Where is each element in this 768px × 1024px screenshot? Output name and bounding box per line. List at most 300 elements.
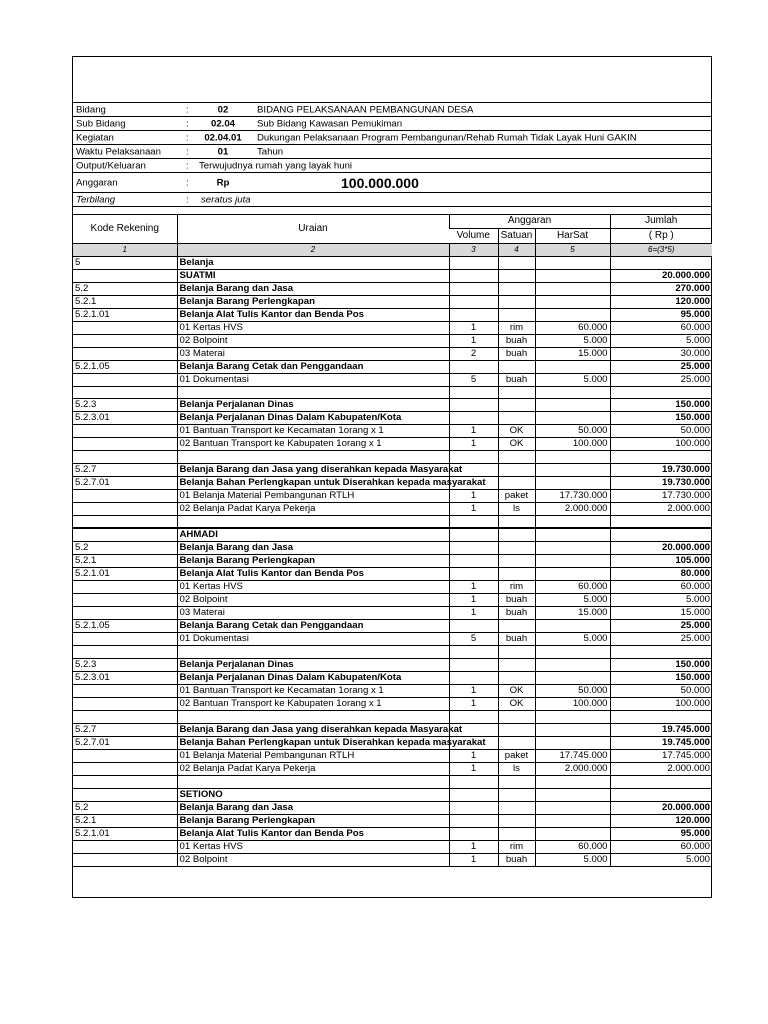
output-colon: : bbox=[186, 160, 189, 171]
cell-sat bbox=[498, 814, 535, 827]
kegiatan-label: Kegiatan bbox=[76, 132, 114, 143]
cell-jumlah: 5.000 bbox=[610, 334, 712, 347]
cell-jumlah: 120.000 bbox=[610, 814, 712, 827]
table-row bbox=[73, 672, 712, 685]
cell-harsat bbox=[535, 620, 610, 633]
header-gap bbox=[73, 207, 711, 215]
cell-jumlah: 19.730.000 bbox=[610, 464, 712, 477]
cell-sat bbox=[498, 736, 535, 749]
cell-sat bbox=[498, 269, 535, 282]
cell-uraian: Belanja Barang Cetak dan Penggandaan bbox=[177, 360, 449, 373]
terbilang-colon: : bbox=[186, 194, 189, 205]
table-row bbox=[73, 438, 712, 451]
sub-bidang-row bbox=[73, 117, 711, 131]
cell-sat bbox=[498, 542, 535, 555]
cell-uraian: 01 Belanja Material Pembangunan RTLH bbox=[177, 749, 449, 762]
cell-sat: buah bbox=[498, 594, 535, 607]
table-row bbox=[73, 555, 712, 568]
table-row bbox=[73, 736, 712, 749]
cell-harsat bbox=[535, 555, 610, 568]
cell-jumlah: 60.000 bbox=[610, 321, 712, 334]
cell-uraian: Belanja Perjalanan Dinas Dalam Kabupaten/Kota bbox=[177, 672, 449, 685]
cell-uraian: Belanja Alat Tulis Kantor dan Benda Pos bbox=[177, 568, 449, 581]
cell-uraian: 01 Dokumentasi bbox=[177, 633, 449, 646]
col-number: 5 bbox=[535, 243, 610, 256]
col-jumlah-header: Jumlah bbox=[610, 215, 712, 228]
cell-uraian: Belanja Barang Perlengkapan bbox=[177, 295, 449, 308]
cell-kode: 5.2.3 bbox=[73, 399, 177, 412]
cell-jumlah: 30.000 bbox=[610, 347, 712, 360]
cell-harsat: 2.000.000 bbox=[535, 762, 610, 775]
table-row bbox=[73, 711, 712, 724]
cell-uraian: 03 Materai bbox=[177, 347, 449, 360]
cell-vol: 1 bbox=[449, 853, 498, 866]
cell-uraian: SUATMI bbox=[177, 269, 449, 282]
cell-uraian: 02 Bolpoint bbox=[177, 594, 449, 607]
cell-vol bbox=[449, 360, 498, 373]
cell-kode: 5.2 bbox=[73, 801, 177, 814]
cell-uraian: 02 Bolpoint bbox=[177, 334, 449, 347]
cell-kode: 5.2.1.05 bbox=[73, 620, 177, 633]
cell-harsat: 50.000 bbox=[535, 685, 610, 698]
cell-kode: 5.2.1.01 bbox=[73, 308, 177, 321]
cell-vol bbox=[449, 308, 498, 321]
cell-uraian: 01 Bantuan Transport ke Kecamatan 1orang x 1 bbox=[177, 425, 449, 438]
title-band bbox=[73, 57, 711, 103]
cell-jumlah: 120.000 bbox=[610, 295, 712, 308]
cell-kode bbox=[73, 581, 177, 594]
table-row bbox=[73, 321, 712, 334]
cell-sat: paket bbox=[498, 749, 535, 762]
cell-uraian: Belanja Barang dan Jasa yang diserahkan kepada Masyarakat bbox=[177, 723, 449, 736]
cell-uraian: Belanja Perjalanan Dinas bbox=[177, 659, 449, 672]
cell-sat bbox=[498, 295, 535, 308]
cell-kode bbox=[73, 528, 177, 542]
cell-sat: ls bbox=[498, 762, 535, 775]
cell-sat: OK bbox=[498, 438, 535, 451]
cell-uraian bbox=[177, 646, 449, 659]
cell-sat: buah bbox=[498, 633, 535, 646]
cell-jumlah: 20.000.000 bbox=[610, 269, 712, 282]
cell-kode bbox=[73, 749, 177, 762]
cell-jumlah: 95.000 bbox=[610, 827, 712, 840]
cell-harsat bbox=[535, 672, 610, 685]
cell-jumlah: 150.000 bbox=[610, 412, 712, 425]
kegiatan-desc: Dukungan Pelaksanaan Program Pembangunan/Rehab Rumah Tidak Layak Huni GAKIN bbox=[257, 132, 637, 143]
cell-uraian: 02 Belanja Padat Karya Pekerja bbox=[177, 503, 449, 516]
cell-jumlah: 15.000 bbox=[610, 607, 712, 620]
waktu-colon: : bbox=[186, 146, 189, 157]
sub-bidang-colon: : bbox=[186, 118, 189, 129]
cell-kode: 5.2.1.05 bbox=[73, 360, 177, 373]
anggaran-label: Anggaran bbox=[76, 177, 118, 188]
cell-harsat bbox=[535, 477, 610, 490]
cell-harsat bbox=[535, 775, 610, 788]
cell-sat bbox=[498, 620, 535, 633]
output-label: Output/Keluaran bbox=[76, 160, 146, 171]
anggaran-row bbox=[73, 173, 711, 193]
cell-vol: 1 bbox=[449, 425, 498, 438]
cell-sat bbox=[498, 555, 535, 568]
cell-vol bbox=[449, 827, 498, 840]
table-row bbox=[73, 788, 712, 801]
waktu-code: 01 bbox=[217, 146, 229, 157]
cell-jumlah: 19.745.000 bbox=[610, 723, 712, 736]
sub-bidang-code: 02.04 bbox=[210, 118, 235, 129]
table-row bbox=[73, 256, 712, 269]
cell-vol bbox=[449, 555, 498, 568]
cell-harsat bbox=[535, 308, 610, 321]
cell-jumlah: 20.000.000 bbox=[610, 801, 712, 814]
cell-jumlah: 25.000 bbox=[610, 360, 712, 373]
cell-uraian: Belanja Bahan Perlengkapan untuk Diserahkan kepada masyarakat bbox=[177, 736, 449, 749]
table-row bbox=[73, 827, 712, 840]
cell-vol: 1 bbox=[449, 581, 498, 594]
cell-kode bbox=[73, 762, 177, 775]
cell-kode bbox=[73, 698, 177, 711]
table-row bbox=[73, 723, 712, 736]
cell-sat bbox=[498, 528, 535, 542]
table-row bbox=[73, 685, 712, 698]
cell-kode: 5.2.1.01 bbox=[73, 568, 177, 581]
cell-vol: 1 bbox=[449, 749, 498, 762]
table-row bbox=[73, 814, 712, 827]
cell-jumlah: 17.745.000 bbox=[610, 749, 712, 762]
cell-kode bbox=[73, 425, 177, 438]
sub-bidang-label: Sub Bidang bbox=[76, 118, 126, 129]
cell-kode bbox=[73, 775, 177, 788]
cell-sat bbox=[498, 308, 535, 321]
cell-vol bbox=[449, 256, 498, 269]
col-kode-header: Kode Rekening bbox=[73, 215, 177, 243]
cell-sat bbox=[498, 451, 535, 464]
sub-bidang-desc: Sub Bidang Kawasan Pemukiman bbox=[257, 118, 403, 129]
cell-jumlah: 19.745.000 bbox=[610, 736, 712, 749]
cell-kode bbox=[73, 840, 177, 853]
cell-jumlah: 150.000 bbox=[610, 659, 712, 672]
table-row bbox=[73, 607, 712, 620]
terbilang-label: Terbilang bbox=[76, 194, 116, 205]
cell-sat bbox=[498, 801, 535, 814]
cell-uraian: 01 Kertas HVS bbox=[177, 321, 449, 334]
cell-harsat: 5.000 bbox=[535, 334, 610, 347]
cell-harsat bbox=[535, 568, 610, 581]
cell-jumlah bbox=[610, 788, 712, 801]
cell-harsat bbox=[535, 711, 610, 724]
cell-vol bbox=[449, 672, 498, 685]
cell-kode bbox=[73, 386, 177, 399]
anggaran-colon: : bbox=[186, 177, 189, 188]
col-number: 1 bbox=[73, 243, 177, 256]
cell-harsat bbox=[535, 412, 610, 425]
cell-vol bbox=[449, 801, 498, 814]
cell-kode bbox=[73, 503, 177, 516]
cell-harsat: 100.000 bbox=[535, 438, 610, 451]
table-row bbox=[73, 295, 712, 308]
cell-sat: ls bbox=[498, 503, 535, 516]
cell-sat bbox=[498, 464, 535, 477]
table-row bbox=[73, 269, 712, 282]
cell-vol bbox=[449, 568, 498, 581]
table-row bbox=[73, 347, 712, 360]
cell-harsat bbox=[535, 360, 610, 373]
table-row bbox=[73, 386, 712, 399]
cell-sat bbox=[498, 672, 535, 685]
cell-sat bbox=[498, 282, 535, 295]
table-row bbox=[73, 425, 712, 438]
col-number: 6=(3*5) bbox=[610, 243, 712, 256]
cell-harsat: 100.000 bbox=[535, 698, 610, 711]
cell-kode: 5.2 bbox=[73, 282, 177, 295]
cell-kode: 5.2.1 bbox=[73, 555, 177, 568]
cell-vol: 1 bbox=[449, 840, 498, 853]
cell-kode: 5.2.1 bbox=[73, 295, 177, 308]
cell-vol bbox=[449, 282, 498, 295]
cell-uraian: Belanja Perjalanan Dinas Dalam Kabupaten/Kota bbox=[177, 412, 449, 425]
cell-uraian: 01 Kertas HVS bbox=[177, 840, 449, 853]
cell-jumlah bbox=[610, 528, 712, 542]
cell-kode: 5.2.1 bbox=[73, 814, 177, 827]
cell-jumlah bbox=[610, 256, 712, 269]
col-harsat-header: HarSat bbox=[535, 228, 610, 243]
cell-sat: buah bbox=[498, 607, 535, 620]
cell-vol bbox=[449, 528, 498, 542]
cell-vol bbox=[449, 646, 498, 659]
cell-harsat: 60.000 bbox=[535, 581, 610, 594]
cell-kode: 5.2.3.01 bbox=[73, 412, 177, 425]
cell-harsat: 17.745.000 bbox=[535, 749, 610, 762]
cell-uraian: 01 Bantuan Transport ke Kecamatan 1orang x 1 bbox=[177, 685, 449, 698]
cell-sat bbox=[498, 827, 535, 840]
table-row bbox=[73, 633, 712, 646]
cell-kode bbox=[73, 516, 177, 529]
cell-jumlah: 105.000 bbox=[610, 555, 712, 568]
cell-harsat bbox=[535, 801, 610, 814]
terbilang-row bbox=[73, 193, 711, 207]
kegiatan-code: 02.04.01 bbox=[204, 132, 242, 143]
cell-kode bbox=[73, 711, 177, 724]
cell-uraian: 03 Materai bbox=[177, 607, 449, 620]
table-row bbox=[73, 568, 712, 581]
cell-kode bbox=[73, 269, 177, 282]
cell-sat bbox=[498, 723, 535, 736]
cell-harsat: 5.000 bbox=[535, 853, 610, 866]
cell-jumlah: 100.000 bbox=[610, 438, 712, 451]
cell-kode: 5.2.3.01 bbox=[73, 672, 177, 685]
cell-uraian: Belanja Alat Tulis Kantor dan Benda Pos bbox=[177, 308, 449, 321]
cell-vol bbox=[449, 295, 498, 308]
table-row bbox=[73, 334, 712, 347]
table-row bbox=[73, 399, 712, 412]
cell-sat: rim bbox=[498, 321, 535, 334]
cell-jumlah: 17.730.000 bbox=[610, 490, 712, 503]
table-row bbox=[73, 801, 712, 814]
table-row bbox=[73, 412, 712, 425]
cell-kode bbox=[73, 607, 177, 620]
cell-kode: 5.2.7.01 bbox=[73, 736, 177, 749]
col-volume-header: Volume bbox=[449, 228, 498, 243]
cell-kode bbox=[73, 646, 177, 659]
cell-vol bbox=[449, 711, 498, 724]
cell-uraian: 01 Belanja Material Pembangunan RTLH bbox=[177, 490, 449, 503]
table-row bbox=[73, 853, 712, 866]
cell-vol bbox=[449, 386, 498, 399]
cell-uraian: 02 Bolpoint bbox=[177, 853, 449, 866]
cell-sat bbox=[498, 256, 535, 269]
table-row bbox=[73, 282, 712, 295]
cell-jumlah: 5.000 bbox=[610, 594, 712, 607]
cell-harsat bbox=[535, 256, 610, 269]
cell-jumlah: 2.000.000 bbox=[610, 503, 712, 516]
cell-uraian bbox=[177, 516, 449, 529]
cell-uraian: Belanja Perjalanan Dinas bbox=[177, 399, 449, 412]
cell-kode bbox=[73, 853, 177, 866]
cell-sat bbox=[498, 659, 535, 672]
col-number: 3 bbox=[449, 243, 498, 256]
cell-vol: 2 bbox=[449, 347, 498, 360]
cell-jumlah bbox=[610, 646, 712, 659]
cell-jumlah bbox=[610, 386, 712, 399]
cell-uraian: 02 Bantuan Transport ke Kabupaten 1orang x 1 bbox=[177, 438, 449, 451]
cell-sat bbox=[498, 568, 535, 581]
table-row bbox=[73, 516, 712, 529]
bidang-label: Bidang bbox=[76, 104, 106, 115]
cell-harsat bbox=[535, 646, 610, 659]
cell-vol bbox=[449, 775, 498, 788]
bidang-code: 02 bbox=[217, 104, 229, 115]
cell-harsat: 50.000 bbox=[535, 425, 610, 438]
cell-sat: buah bbox=[498, 853, 535, 866]
cell-harsat: 60.000 bbox=[535, 840, 610, 853]
table-row bbox=[73, 308, 712, 321]
anggaran-amount: 100.000.000 bbox=[341, 174, 419, 191]
cell-sat bbox=[498, 412, 535, 425]
cell-jumlah: 25.000 bbox=[610, 373, 712, 386]
cell-jumlah: 50.000 bbox=[610, 425, 712, 438]
cell-uraian: SETIONO bbox=[177, 788, 449, 801]
cell-sat bbox=[498, 646, 535, 659]
cell-vol: 1 bbox=[449, 503, 498, 516]
waktu-desc: Tahun bbox=[257, 146, 284, 157]
table-row bbox=[73, 594, 712, 607]
table-row bbox=[73, 360, 712, 373]
table-row bbox=[73, 762, 712, 775]
cell-vol bbox=[449, 620, 498, 633]
cell-uraian bbox=[177, 451, 449, 464]
cell-harsat bbox=[535, 528, 610, 542]
table-row bbox=[73, 840, 712, 853]
cell-uraian: Belanja Barang Perlengkapan bbox=[177, 814, 449, 827]
table-row bbox=[73, 464, 712, 477]
table-row bbox=[73, 620, 712, 633]
cell-harsat bbox=[535, 542, 610, 555]
cell-uraian: Belanja Barang dan Jasa bbox=[177, 282, 449, 295]
cell-jumlah bbox=[610, 451, 712, 464]
cell-sat: buah bbox=[498, 347, 535, 360]
cell-kode bbox=[73, 788, 177, 801]
cell-vol: 1 bbox=[449, 607, 498, 620]
cell-uraian: Belanja Barang dan Jasa bbox=[177, 542, 449, 555]
cell-vol: 1 bbox=[449, 490, 498, 503]
cell-uraian: AHMADI bbox=[177, 528, 449, 542]
cell-kode: 5.2.7 bbox=[73, 464, 177, 477]
cell-kode bbox=[73, 438, 177, 451]
cell-vol bbox=[449, 412, 498, 425]
cell-harsat bbox=[535, 282, 610, 295]
cell-sat: OK bbox=[498, 698, 535, 711]
cell-kode bbox=[73, 321, 177, 334]
output-desc: Terwujudnya rumah yang layak huni bbox=[199, 160, 353, 171]
cell-vol: 1 bbox=[449, 334, 498, 347]
cell-jumlah: 25.000 bbox=[610, 620, 712, 633]
table-row bbox=[73, 749, 712, 762]
cell-kode bbox=[73, 451, 177, 464]
cell-kode bbox=[73, 334, 177, 347]
budget-sheet bbox=[72, 56, 712, 898]
col-uraian-header: Uraian bbox=[177, 215, 449, 243]
table-row bbox=[73, 451, 712, 464]
table-row bbox=[73, 698, 712, 711]
kegiatan-colon: : bbox=[186, 132, 189, 143]
cell-kode bbox=[73, 347, 177, 360]
cell-harsat: 5.000 bbox=[535, 633, 610, 646]
waktu-row bbox=[73, 145, 711, 159]
table-row bbox=[73, 503, 712, 516]
table-row bbox=[73, 581, 712, 594]
cell-harsat bbox=[535, 269, 610, 282]
cell-kode: 5.2 bbox=[73, 542, 177, 555]
table-row bbox=[73, 373, 712, 386]
cell-jumlah bbox=[610, 516, 712, 529]
cell-jumlah bbox=[610, 711, 712, 724]
cell-jumlah: 25.000 bbox=[610, 633, 712, 646]
col-anggaran-header: Anggaran bbox=[449, 215, 610, 228]
terbilang-desc: seratus juta bbox=[201, 194, 251, 205]
cell-kode: 5.2.1.01 bbox=[73, 827, 177, 840]
col-number: 2 bbox=[177, 243, 449, 256]
cell-vol: 1 bbox=[449, 438, 498, 451]
cell-uraian: 02 Bantuan Transport ke Kabupaten 1orang x 1 bbox=[177, 698, 449, 711]
cell-vol bbox=[449, 399, 498, 412]
cell-sat: buah bbox=[498, 334, 535, 347]
cell-jumlah: 100.000 bbox=[610, 698, 712, 711]
cell-harsat bbox=[535, 451, 610, 464]
cell-sat: OK bbox=[498, 425, 535, 438]
cell-vol: 1 bbox=[449, 698, 498, 711]
cell-sat: rim bbox=[498, 581, 535, 594]
cell-harsat bbox=[535, 516, 610, 529]
cell-kode: 5.2.7 bbox=[73, 723, 177, 736]
cell-sat bbox=[498, 711, 535, 724]
cell-harsat bbox=[535, 723, 610, 736]
cell-jumlah: 95.000 bbox=[610, 308, 712, 321]
cell-vol bbox=[449, 814, 498, 827]
cell-uraian: Belanja Barang Perlengkapan bbox=[177, 555, 449, 568]
table-row bbox=[73, 775, 712, 788]
cell-harsat bbox=[535, 814, 610, 827]
table-row bbox=[73, 659, 712, 672]
cell-kode bbox=[73, 373, 177, 386]
cell-harsat bbox=[535, 827, 610, 840]
kegiatan-row bbox=[73, 131, 711, 145]
table-row bbox=[73, 490, 712, 503]
cell-vol bbox=[449, 542, 498, 555]
cell-uraian: Belanja Barang dan Jasa bbox=[177, 801, 449, 814]
cell-uraian bbox=[177, 711, 449, 724]
budget-table bbox=[73, 215, 712, 867]
cell-kode bbox=[73, 490, 177, 503]
cell-harsat: 15.000 bbox=[535, 347, 610, 360]
